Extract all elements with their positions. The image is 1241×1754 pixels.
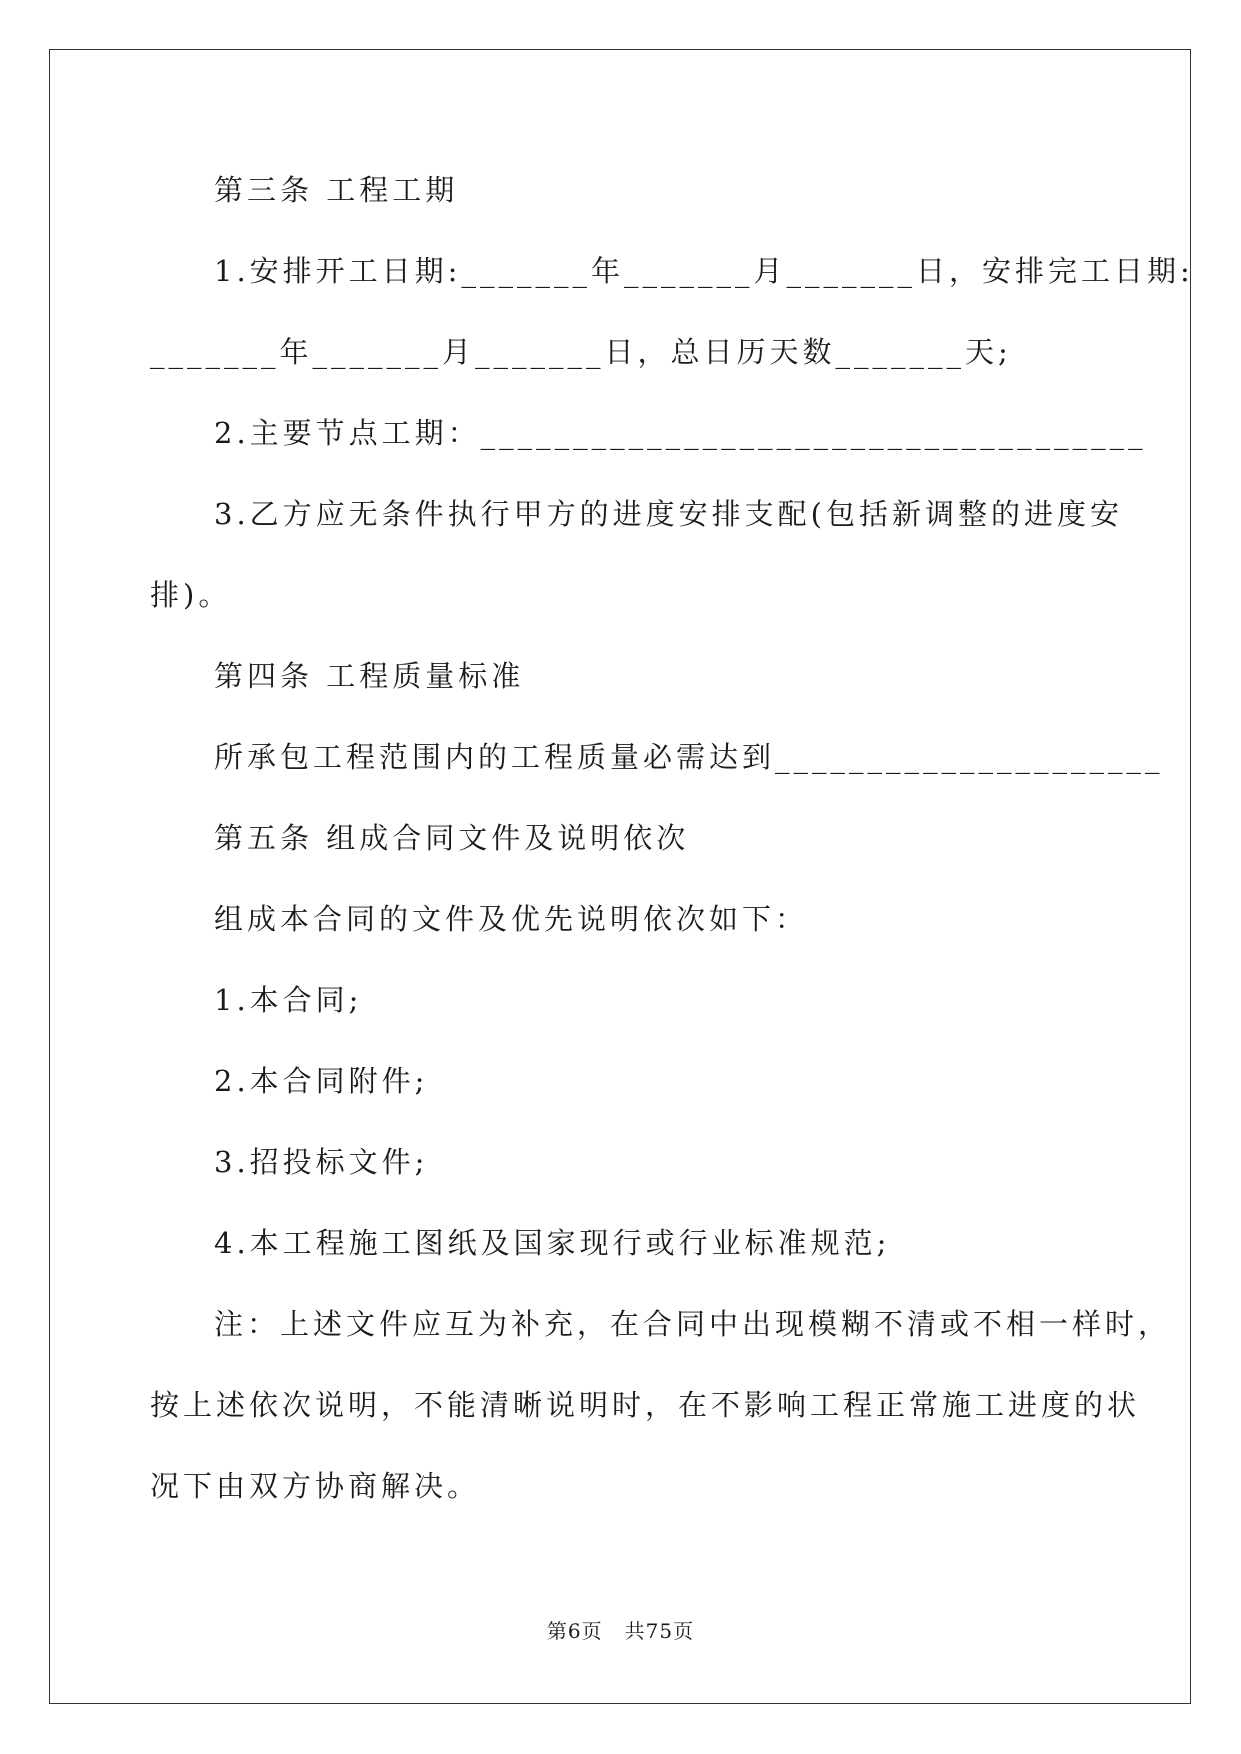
page-border — [49, 49, 1191, 1704]
schedule-clause-line-2: 排)。 — [150, 578, 232, 612]
note-line-2: 按上述依次说明，不能清晰说明时，在不影响工程正常施工进度的状 — [150, 1388, 1141, 1422]
document-item-3: 3.招投标文件; — [214, 1145, 429, 1179]
note-line-1: 注：上述文件应互为补充，在合同中出现模糊不清或不相一样时， — [214, 1307, 1172, 1341]
page-total: 共75页 — [624, 1619, 695, 1643]
milestone-line: 2.主要节点工期：____________________________________ — [214, 416, 1147, 450]
document-item-2: 2.本合同附件; — [214, 1064, 429, 1098]
quality-standard-line: 所承包工程范围内的工程质量必需达到_____________________ — [214, 740, 1164, 774]
page-footer — [0, 1618, 1241, 1644]
article-3-heading: 第三条 工程工期 — [214, 173, 459, 207]
start-date-line: 1.安排开工日期:_______年_______月_______日，安排完工日期: — [214, 254, 1194, 288]
documents-intro-line: 组成本合同的文件及优先说明依次如下： — [214, 902, 809, 936]
note-line-3: 况下由双方协商解决。 — [150, 1469, 481, 1503]
page-number: 第6页 — [546, 1619, 603, 1643]
document-item-4: 4.本工程施工图纸及国家现行或行业标准规范; — [214, 1226, 891, 1260]
end-date-line: _______年_______月_______日，总日历天数_______天; — [150, 335, 1012, 369]
schedule-clause-line-1: 3.乙方应无条件执行甲方的进度安排支配(包括新调整的进度安 — [214, 497, 1123, 531]
article-5-heading: 第五条 组成合同文件及说明依次 — [214, 821, 690, 855]
document-item-1: 1.本合同; — [214, 983, 363, 1017]
article-4-heading: 第四条 工程质量标准 — [214, 659, 525, 693]
